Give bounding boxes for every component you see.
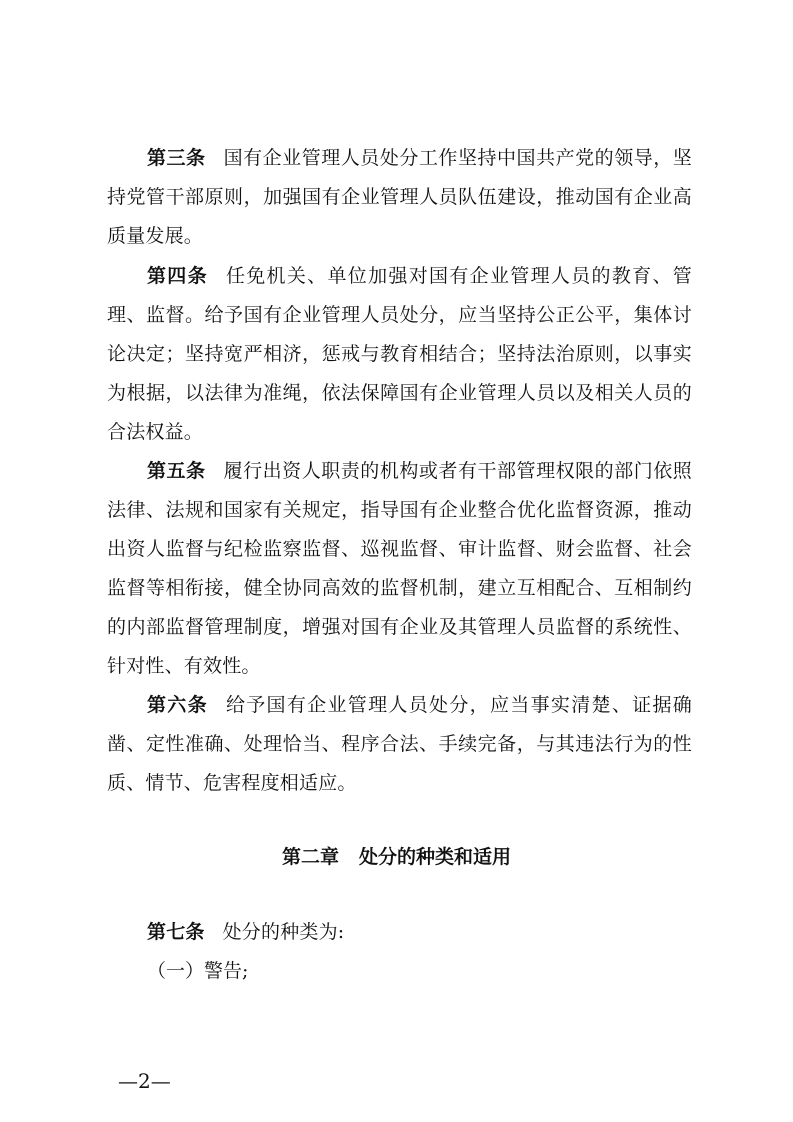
article-7 [107, 913, 692, 952]
article-6 [107, 686, 692, 803]
chapter-heading [0, 839, 793, 875]
article-3-text: 国有企业管理人员处分工作坚持中国共产党的领导，坚持党管干部原则，加强国有企业管理人员队伍建设，推动国有企业高质量发展。 [107, 147, 692, 247]
article-4-label: 第四条 [147, 265, 208, 287]
article-5 [107, 452, 692, 686]
article-7-text: 处分的种类为: [222, 921, 345, 943]
page-number: —2— [118, 1069, 171, 1093]
article-7-label: 第七条 [147, 921, 205, 943]
article-5-text: 履行出资人职责的机构或者有干部管理权限的部门依照法律、法规和国家有关规定，指导国有企业整合优化监督资源，推动出资人监督与纪检监察监督、巡视监督、审计监督、财会监督、社会监督等相衔接，健全协同高效的监督机制，建立互相配合、互相制约的内部监督管理制度，增强对国有企业及其管理人员监督的系统性、针对性、有效性。 [107, 460, 692, 677]
article-3 [107, 139, 692, 256]
chapter-number: 第二章 [281, 846, 339, 868]
article-4-text: 任免机关、单位加强对国有企业管理人员的教育、管理、监督。给予国有企业管理人员处分，应当坚持公正公平，集体讨论决定；坚持宽严相济，惩戒与教育相结合；坚持法治原则，以事实为根据，以法律为准绳，依法保障国有企业管理人员以及相关人员的合法权益。 [107, 265, 692, 443]
list-item-warning: （一）警告; [147, 960, 249, 982]
article-3-label: 第三条 [147, 147, 206, 169]
article-5-label: 第五条 [147, 460, 206, 482]
article-4 [107, 257, 692, 452]
chapter-title: 处分的种类和适用 [359, 846, 512, 868]
article-6-text: 给予国有企业管理人员处分，应当事实清楚、证据确凿、定性准确、处理恰当、程序合法、手续完备，与其违法行为的性质、情节、危害程度相适应。 [107, 694, 692, 794]
article-6-label: 第六条 [147, 694, 208, 716]
